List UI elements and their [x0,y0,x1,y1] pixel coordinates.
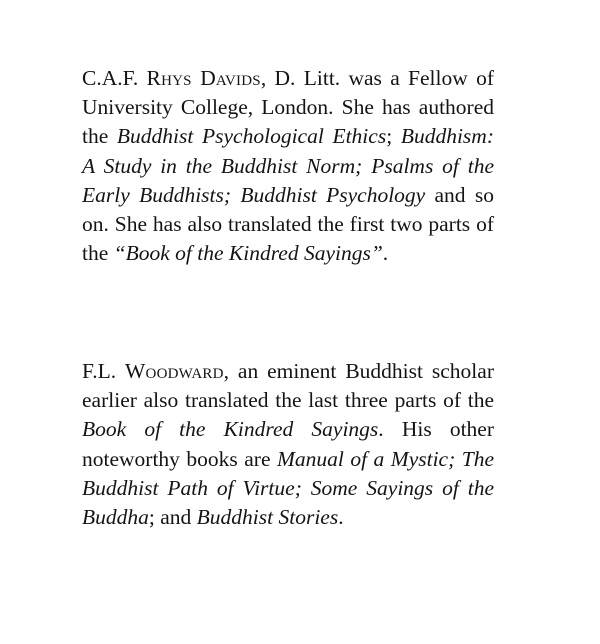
bio-text: . His other noteworthy books are [82,417,494,471]
bio-text: . [382,241,389,266]
author-bio-woodward [82,357,494,532]
book-title: Buddhist Psychological Ethics [116,124,387,149]
book-title: Book of the Kindred Sayings [82,417,379,442]
bio-text: , an eminent Buddhist scholar earlier also translated the last three parts of the [82,359,494,413]
author-initials: C.A.F. [82,66,147,90]
author-surname: Woodward [125,359,224,383]
author-initials: F.L. [82,359,126,383]
book-title: Buddhism: A Study in the Buddhist Norm [82,124,494,178]
book-title: Buddhist Stories [196,505,339,530]
author-surname: Rhys Davids [146,66,261,90]
book-title: The Buddhist Path of Virtue [82,446,494,500]
bio-text: . [338,505,344,530]
book-title: Buddhist Psychology [240,182,426,207]
bio-text: ; [355,153,372,178]
bio-text: ; [448,446,462,471]
book-title: “Book of the Kindred Sayings” [113,241,383,266]
book-title: Manual of a Mystic [276,446,449,471]
book-title: Psalms of the Early Buddhists [82,153,494,207]
bio-text: ; [386,124,401,149]
bio-text: ; and [148,505,197,530]
bio-text: ; [223,182,241,207]
bio-text: , D. Litt. was a Fellow of University College, London. She has authored the [82,66,495,149]
author-bio-rhys-davids [82,64,494,268]
bio-text: and so on. She has also translated the first two parts of the [82,182,494,266]
bio-text: ; [294,475,311,500]
book-title: Some Sayings of the Buddha [82,475,494,530]
